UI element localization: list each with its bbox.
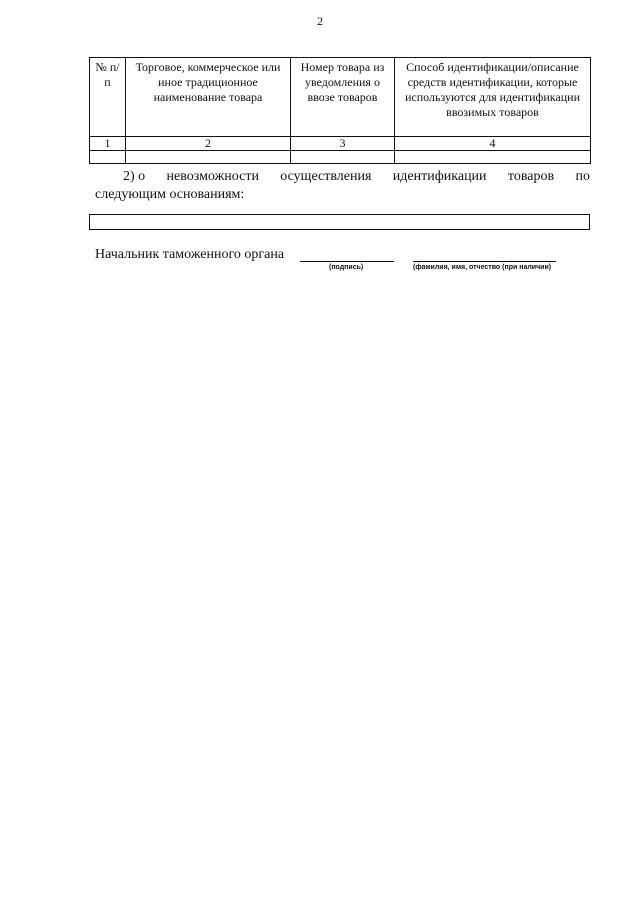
signature-line bbox=[300, 261, 394, 262]
paragraph-line-2: следующим основаниям: bbox=[95, 187, 245, 202]
signature-caption: (подпись) bbox=[329, 264, 364, 271]
paragraph-word: невозможности bbox=[166, 169, 259, 184]
column-number-3: 3 bbox=[291, 137, 395, 151]
table-row bbox=[90, 151, 591, 164]
grounds-input-box bbox=[89, 214, 590, 230]
signature-label: Начальник таможенного органа bbox=[95, 247, 285, 262]
header-item-number: № п/п bbox=[90, 58, 126, 137]
column-number-1: 1 bbox=[90, 137, 126, 151]
column-numbers-row bbox=[90, 137, 591, 151]
column-number-4: 4 bbox=[395, 137, 591, 151]
goods-identification-table bbox=[89, 57, 591, 164]
impossibility-paragraph bbox=[95, 168, 590, 203]
paragraph-line-1 bbox=[95, 168, 590, 185]
header-product-name: Торговое, коммерческое или иное традиционное наименование товара bbox=[126, 58, 291, 137]
header-notification-number: Номер товара из уведомления о ввозе товаров bbox=[291, 58, 395, 137]
column-number-2: 2 bbox=[126, 137, 291, 151]
table-cell bbox=[395, 151, 591, 164]
paragraph-word: идентификации bbox=[392, 169, 487, 184]
table-header-row bbox=[90, 58, 591, 137]
paragraph-word: 2) о bbox=[123, 169, 146, 184]
table-cell bbox=[126, 151, 291, 164]
table-cell bbox=[291, 151, 395, 164]
full-name-line bbox=[413, 261, 556, 262]
paragraph-word: товаров bbox=[507, 169, 555, 184]
paragraph-word: по bbox=[575, 169, 590, 184]
full-name-caption: (фамилия, имя, отчество (при наличии) bbox=[413, 264, 552, 271]
header-identification-method: Способ идентификации/описание средств идентификации, которые используются для идентификации ввозимых товаров bbox=[395, 58, 591, 137]
paragraph-word: осуществления bbox=[280, 169, 372, 184]
table-cell bbox=[90, 151, 126, 164]
page-number: 2 bbox=[317, 14, 323, 28]
